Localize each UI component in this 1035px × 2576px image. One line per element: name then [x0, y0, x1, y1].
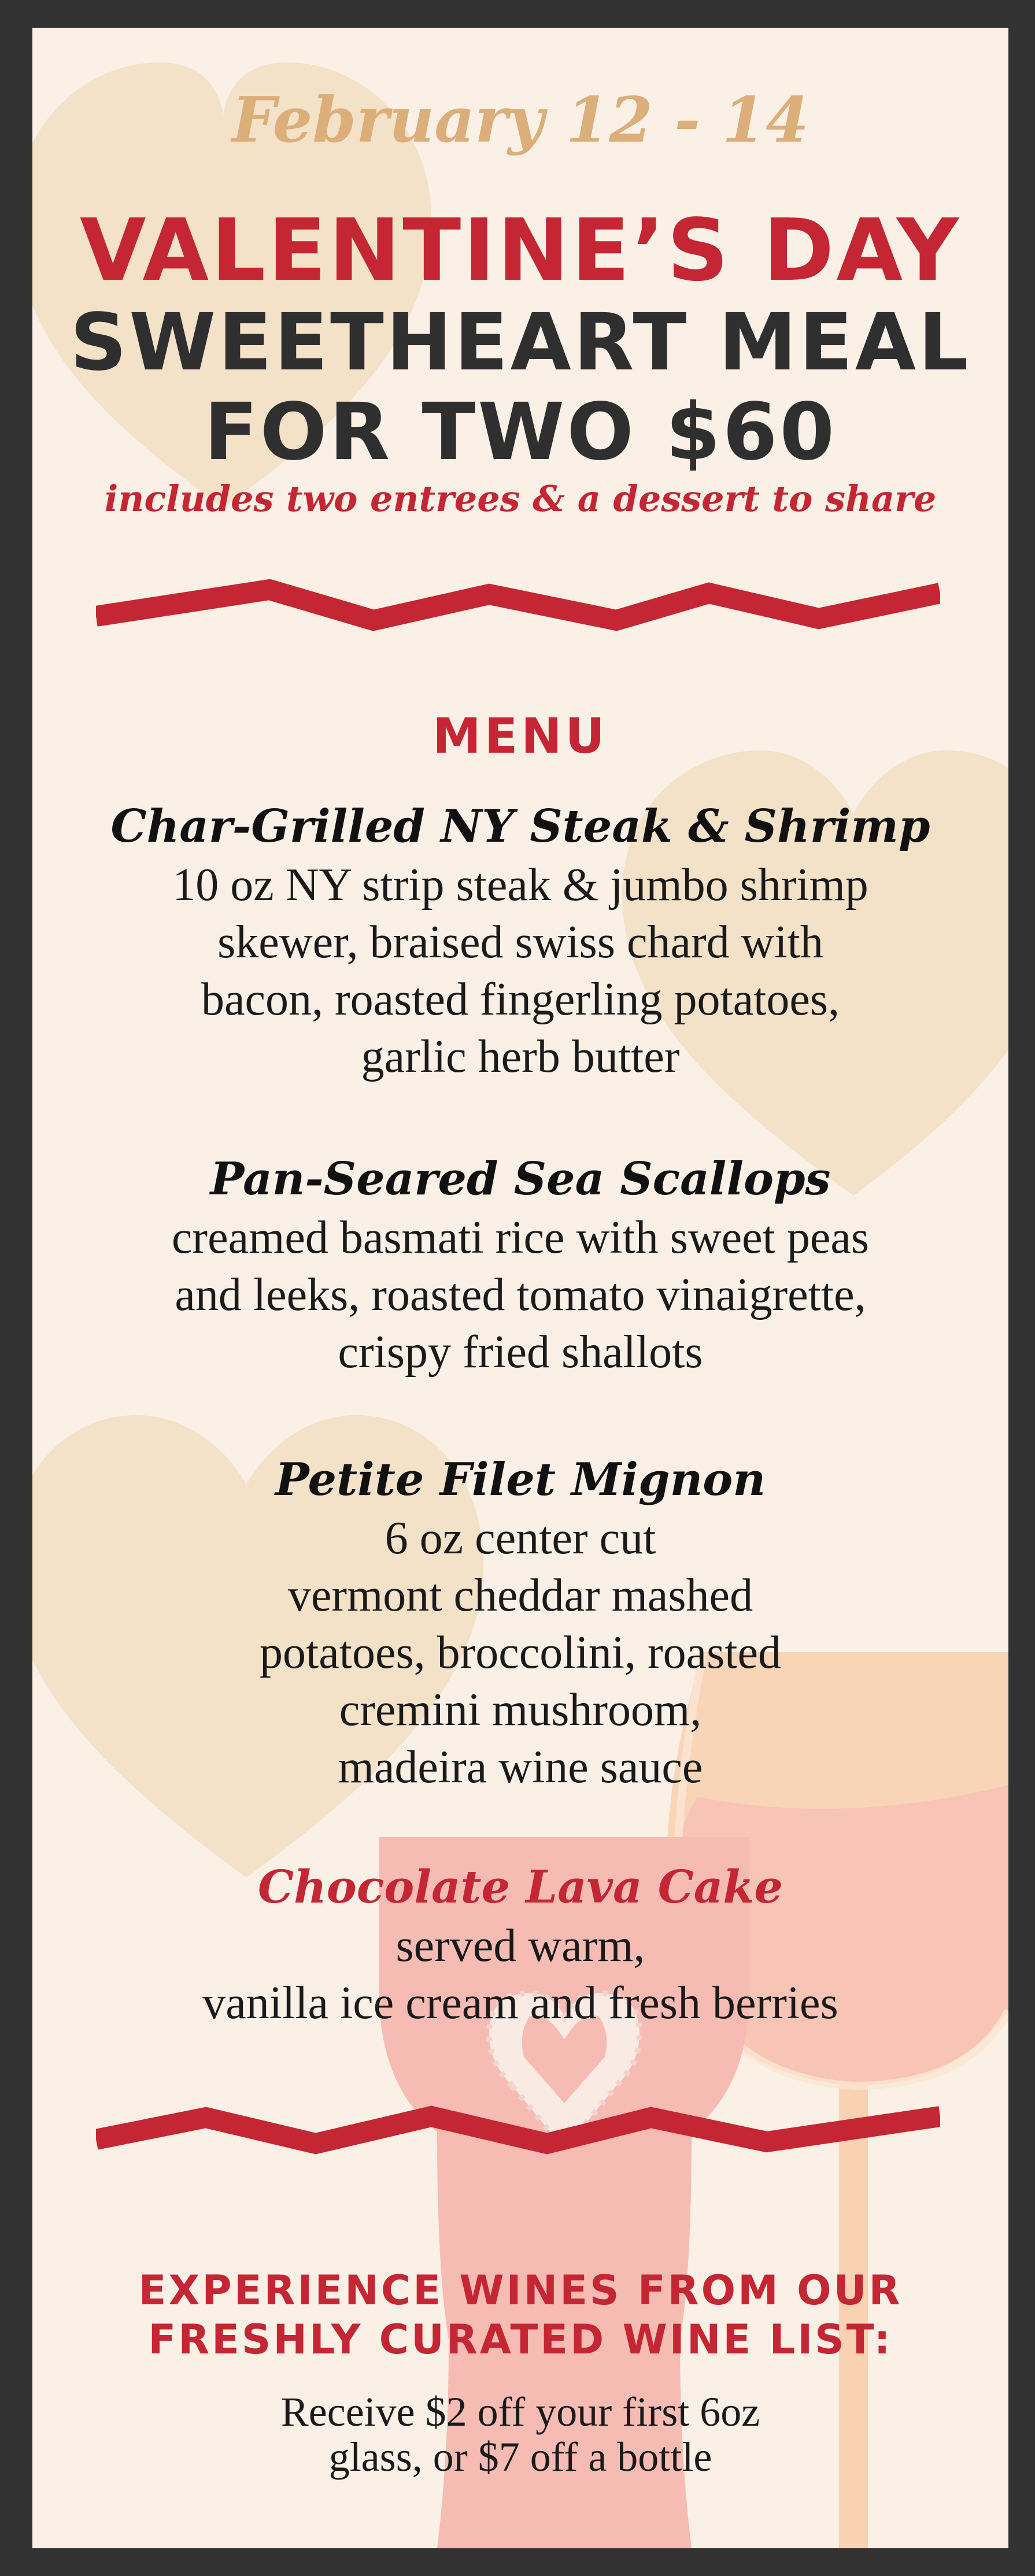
dish-description: 6 oz center cut vermont cheddar mashed potatoes, broccolini, roasted cremini mushroom, madeira wine sauce	[260, 1513, 781, 1793]
dish-name: Petite Filet Mignon	[275, 1453, 766, 1506]
dish-description: creamed basmati rice with sweet peas and leeks, roasted tomato vinaigrette, crispy fried shallots	[171, 1212, 870, 1378]
dish-description: 10 oz NY strip steak & jumbo shrimp skewer, braised swiss chard with bacon, roasted fingerling potatoes, garlic herb butter	[172, 860, 868, 1082]
tagline: includes two entrees & a dessert to share	[104, 478, 937, 520]
menu-item	[32, 1149, 1008, 1381]
wine-title-line-1: EXPERIENCE WINES FROM OUR	[138, 2267, 903, 2314]
wine-title-line-2: FRESHLY CURATED WINE LIST:	[148, 2316, 893, 2363]
zigzag-divider	[96, 577, 940, 641]
menu-item	[32, 1450, 1008, 1796]
title-line-1: VALENTINE’S DAY	[79, 201, 962, 300]
zigzag-divider	[96, 2100, 940, 2164]
menu-label: MENU	[433, 708, 608, 764]
wine-offer: Receive $2 off your first 6oz glass, or $7 off a bottle	[280, 2389, 760, 2480]
menu-item	[32, 797, 1008, 1086]
title-line-3: FOR TWO $60	[204, 387, 837, 478]
dish-description: served warm, vanilla ice cream and fresh berries	[202, 1920, 838, 2029]
menu-poster	[32, 28, 1008, 2548]
menu-item-dessert	[32, 1857, 1008, 2032]
title-line-2: SWEETHEART MEAL	[70, 297, 971, 388]
dish-name: Chocolate Lava Cake	[257, 1861, 783, 1914]
date-range: February 12 - 14	[231, 84, 809, 157]
dish-name: Char-Grilled NY Steak & Shrimp	[110, 800, 930, 853]
dish-name: Pan-Seared Sea Scallops	[210, 1153, 831, 1205]
